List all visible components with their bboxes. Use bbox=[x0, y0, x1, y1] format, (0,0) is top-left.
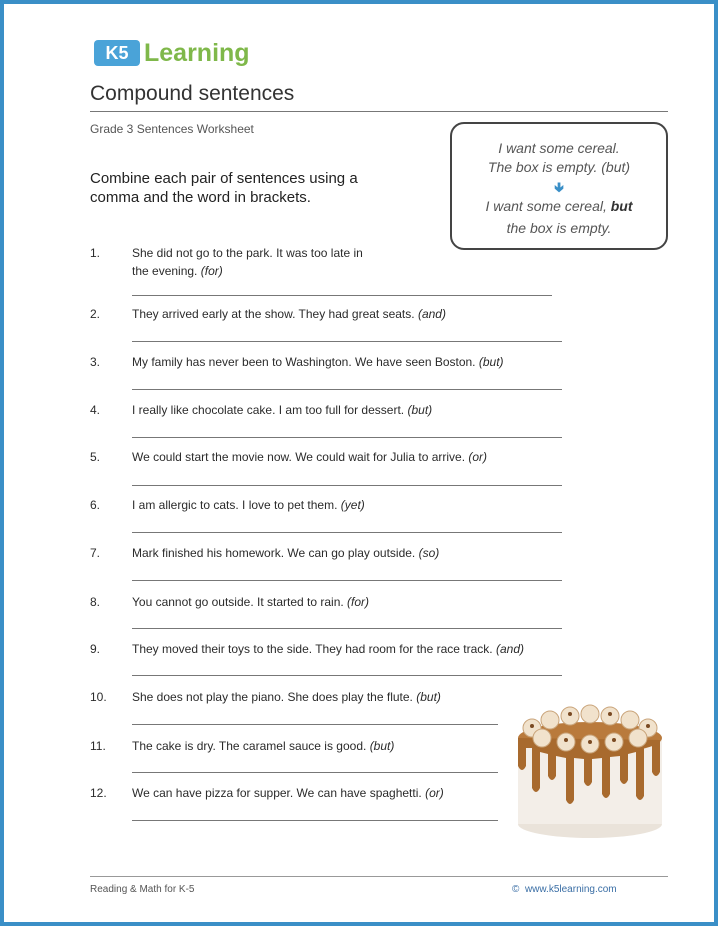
answer-line[interactable] bbox=[132, 485, 562, 486]
example-line-4: the box is empty. bbox=[506, 220, 612, 236]
footer-left-text: Reading & Math for K-5 bbox=[90, 884, 195, 895]
answer-line[interactable] bbox=[132, 820, 498, 821]
worksheet-page: K5 Learning Compound sentences Grade 3 Sentences Worksheet Combine each pair of sentences using a comma and the word in brackets. I want some cereal. The box is empty. (but) 🢃 I want some cereal, but the box is empty. 1. She did not go to the park. It was too late in the evening. (for) 2. They arrived early at the show. They had great seats. (and) 3. My family has never been to Washington. We have seen Boston. (but) 4. I really like chocolate cake. I am too full for dessert. (but) 5. We could start the movie now. We could wait for Julia to arrive. (or) 6. I am allergic to cats. I love to pet them. (yet) 7. Mark finished his homework. We can go play outside. (so) 8. You cannot go outside. It started to rain. (for) 9. They moved their toys to the side. They had room for the race track. (and) 10. She does not play the piano. She does play the flute. (but) 11. The cake is dry. The caramel sauce is good. (but) 12. We can have pizza for supper. We can have spaghetti. (or) Reading & Math for K-5 © www.k5learning.com bbox=[4, 4, 714, 922]
title-divider bbox=[90, 111, 668, 112]
answer-line[interactable] bbox=[132, 580, 562, 581]
down-arrow-icon: 🢃 bbox=[553, 179, 565, 195]
cake-illustration bbox=[510, 696, 670, 846]
answer-line[interactable] bbox=[132, 532, 562, 533]
answer-line[interactable] bbox=[132, 675, 562, 676]
page-title: Compound sentences bbox=[90, 82, 295, 105]
footer-website-link[interactable]: © www.k5learning.com bbox=[512, 884, 617, 895]
answer-line[interactable] bbox=[132, 772, 498, 773]
worksheet-subtitle: Grade 3 Sentences Worksheet bbox=[90, 122, 254, 136]
answer-line[interactable] bbox=[132, 389, 562, 390]
instructions: Combine each pair of sentences using a comma and the word in brackets. bbox=[90, 170, 358, 206]
example-line-2: The box is empty. (but) bbox=[487, 159, 631, 175]
answer-line[interactable] bbox=[132, 628, 562, 629]
logo-learning-text: Learning bbox=[144, 39, 250, 67]
footer-divider bbox=[90, 876, 668, 877]
answer-line[interactable] bbox=[132, 295, 552, 296]
answer-line[interactable] bbox=[132, 724, 498, 725]
logo-k5-badge: K5 bbox=[94, 40, 140, 66]
example-line-3: I want some cereal, but bbox=[485, 198, 633, 214]
answer-line[interactable] bbox=[132, 437, 562, 438]
example-line-1: I want some cereal. bbox=[498, 140, 620, 156]
example-box bbox=[450, 122, 668, 250]
answer-line[interactable] bbox=[132, 341, 562, 342]
